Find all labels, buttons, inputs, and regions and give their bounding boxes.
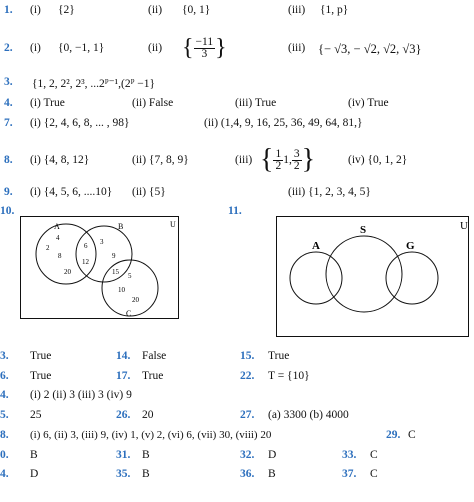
question-number: 1. xyxy=(4,4,13,16)
answer-row-34 xyxy=(0,468,474,488)
question-number: 11. xyxy=(228,205,242,217)
element: 20 xyxy=(64,268,71,276)
denominator: 2 xyxy=(275,159,282,172)
label-s: S xyxy=(360,224,367,236)
element: 3 xyxy=(100,238,104,246)
question-number: 5. xyxy=(0,409,9,421)
universal-set-box xyxy=(21,217,179,319)
part-label: (iii) xyxy=(288,42,306,54)
question-number: 29. xyxy=(386,429,401,441)
answer-value: True xyxy=(30,350,52,362)
question-number: 4. xyxy=(0,468,9,480)
question-number: 8. xyxy=(0,429,9,441)
element: 10 xyxy=(118,286,125,294)
label-u: U xyxy=(170,220,176,229)
element: 6 xyxy=(84,242,88,250)
question-number: 32. xyxy=(240,449,255,461)
question-number: 37. xyxy=(342,468,357,480)
question-number: 0. xyxy=(0,449,9,461)
answer-row-16 xyxy=(0,370,474,390)
question-number: 3. xyxy=(0,350,9,362)
label-b: B xyxy=(118,222,124,231)
answer-value: 25 xyxy=(30,409,42,421)
venn-diagram-11 xyxy=(276,216,470,338)
set-a-circle xyxy=(290,252,342,304)
answer-row-9 xyxy=(0,186,474,206)
numerator: 1 xyxy=(275,147,282,160)
element: 15 xyxy=(112,268,119,276)
element: 8 xyxy=(58,252,62,260)
answer-value: {0, 1} xyxy=(182,4,211,16)
answer-row-4 xyxy=(0,97,474,117)
question-number: 4. xyxy=(4,97,13,109)
question-number: 14. xyxy=(116,350,131,362)
answer-value: (ii) {5} xyxy=(132,186,166,198)
part-label: (i) xyxy=(30,4,41,16)
answer-value: (ii) (1,4, 9, 16, 25, 36, 49, 64, 81,} xyxy=(204,117,363,129)
answer-value: (i) {4, 8, 12} xyxy=(30,154,90,166)
answer-value: (iv) True xyxy=(348,97,389,109)
answer-value: True xyxy=(30,370,52,382)
answer-value: B xyxy=(142,449,150,461)
part-label: (iii) xyxy=(288,4,306,16)
element: 4 xyxy=(56,234,60,242)
answer-value: T = {10} xyxy=(268,370,310,382)
question-number: 27. xyxy=(240,409,255,421)
answer-value: (iii) {1, 2, 3, 4, 5} xyxy=(288,186,371,198)
question-number: 4. xyxy=(0,389,9,401)
answer-value: C xyxy=(370,449,378,461)
label-u: U xyxy=(460,220,468,232)
set-c-circle xyxy=(102,260,158,316)
numerator: −11 xyxy=(195,35,214,48)
answer-value: B xyxy=(142,468,150,480)
venn-diagram-10 xyxy=(20,216,180,320)
answer-value: True xyxy=(142,370,164,382)
answer-value: (ii) False xyxy=(132,97,174,109)
answer-row-3 xyxy=(0,76,474,96)
denominator: 2 xyxy=(293,159,300,172)
numerator: 3 xyxy=(293,147,300,160)
element: 20 xyxy=(132,296,139,304)
answer-row-28 xyxy=(0,429,474,449)
answer-value: (i) {4, 5, 6, ....10} xyxy=(30,186,113,198)
part-label: (iii) xyxy=(235,154,253,166)
answer-value: B xyxy=(30,449,38,461)
question-number: 17. xyxy=(116,370,131,382)
answer-value: (i) {2, 4, 6, 8, ... , 98} xyxy=(30,117,130,129)
answer-row-13 xyxy=(0,350,474,370)
middle-value: 1, xyxy=(283,154,292,166)
denominator: 3 xyxy=(201,47,208,60)
set-b-circle xyxy=(76,226,132,282)
question-number: 7. xyxy=(4,117,13,129)
answer-value: {2} xyxy=(58,4,75,16)
label-g: G xyxy=(406,240,415,252)
label-a: A xyxy=(312,240,320,252)
answer-value: D xyxy=(30,468,39,480)
answer-row-7 xyxy=(0,117,474,137)
question-number: 33. xyxy=(342,449,357,461)
question-number: 6. xyxy=(0,370,9,382)
answer-row-24 xyxy=(0,389,474,409)
answer-value: False xyxy=(142,350,167,362)
answer-row-1 xyxy=(0,4,474,24)
answer-value: (i) True xyxy=(30,97,65,109)
answer-value: {− √3, − √2, √2, √3} xyxy=(318,42,422,56)
part-label: (ii) xyxy=(148,4,163,16)
answer-row-25 xyxy=(0,409,474,429)
answer-value: (iii) True xyxy=(235,97,277,109)
fraction-set: { $\frac{1}{2}$ 1, $\frac{3}{2}$ } xyxy=(260,144,316,175)
answer-value: 20 xyxy=(142,409,154,421)
answer-value: C xyxy=(408,429,416,441)
question-number: 35. xyxy=(116,468,131,480)
part-label: (ii) xyxy=(148,42,163,54)
answer-value: (iv) {0, 1, 2} xyxy=(348,154,408,166)
element: 9 xyxy=(112,252,116,260)
answer-value: (i) 6, (ii) 3, (iii) 9, (iv) 1, (v) 2, (vi) 6, (vii) 30, (viii) 20 xyxy=(30,429,272,441)
answer-value: {0, −1, 1} xyxy=(58,42,105,54)
question-number: 9. xyxy=(4,186,13,198)
answer-value: C xyxy=(370,468,378,480)
answer-value: (a) 3300 (b) 4000 xyxy=(268,409,349,421)
question-number: 3. xyxy=(4,76,13,88)
question-number: 8. xyxy=(4,154,13,166)
label-a: A xyxy=(54,222,60,231)
answer-value: B xyxy=(268,468,276,480)
answer-value: {1, 2, 2², 2³, ...2ᴾ⁻¹,(2ᴾ −1} xyxy=(32,78,156,90)
question-number: 2. xyxy=(4,42,13,54)
question-number: 36. xyxy=(240,468,255,480)
element: 5 xyxy=(128,272,132,280)
element: 2 xyxy=(46,244,50,252)
answer-row-30 xyxy=(0,449,474,469)
element: 12 xyxy=(82,258,89,266)
question-number: 26. xyxy=(116,409,131,421)
answer-value: D xyxy=(268,449,277,461)
question-number: 22. xyxy=(240,370,255,382)
set-s-circle xyxy=(326,236,402,312)
fraction-set: { $\frac{-11}{3}$ } xyxy=(182,35,227,61)
question-number: 31. xyxy=(116,449,131,461)
universal-set-box xyxy=(277,217,469,337)
set-g-circle xyxy=(386,252,438,304)
part-label: (i) xyxy=(30,42,41,54)
answer-row-8 xyxy=(0,146,474,182)
answer-value: (ii) {7, 8, 9} xyxy=(132,154,189,166)
question-number: 10. xyxy=(0,205,15,217)
answer-value: {1, p} xyxy=(320,4,349,16)
question-number: 15. xyxy=(240,350,255,362)
answer-value: True xyxy=(268,350,290,362)
label-c: C xyxy=(126,309,132,318)
answer-row-2 xyxy=(0,36,474,66)
answer-value: (i) 2 (ii) 3 (iii) 3 (iv) 9 xyxy=(30,389,132,401)
